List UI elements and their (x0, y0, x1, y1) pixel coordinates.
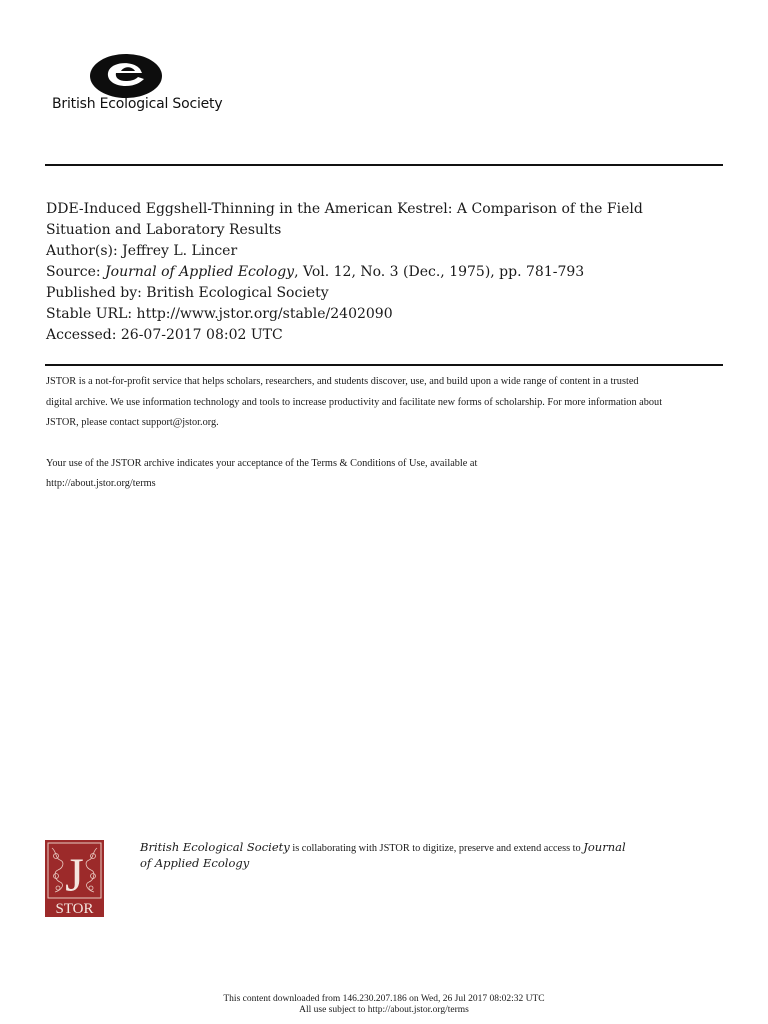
notice-line-1: JSTOR is a not-for-profit service that helps scholars, researchers, and students discover, use, and build upon a wide range of content in a trusted (46, 376, 639, 387)
collab-publisher: British Ecological Society (140, 840, 290, 854)
author-name: Jeffrey L. Lincer (122, 243, 238, 259)
jstor-logo-icon[interactable] (45, 840, 104, 917)
top-divider (45, 164, 723, 166)
notice-line-3: JSTOR, please contact support@jstor.org. (46, 417, 219, 428)
article-title-line-2: Situation and Laboratory Results (46, 222, 282, 238)
jstor-notice (46, 372, 726, 495)
collab-journal-1[interactable]: Journal (583, 840, 626, 854)
article-title-line-1: DDE-Induced Eggshell-Thinning in the American Kestrel: A Comparison of the Field (46, 201, 643, 217)
journal-name[interactable]: Journal of Applied Ecology (105, 264, 295, 280)
download-info: This content downloaded from 146.230.207.186 on Wed, 26 Jul 2017 08:02:32 UTC (223, 994, 545, 1004)
notice-line-2: digital archive. We use information technology and tools to increase productivity and facilitate new forms of scholarship. For more information about (46, 396, 663, 408)
terms-line-1: Your use of the JSTOR archive indicates your acceptance of the Terms & Conditions of Use, available at (46, 457, 478, 469)
bes-logo-icon (88, 52, 164, 100)
citation-block (46, 199, 726, 346)
stable-url-label: Stable URL: (46, 306, 133, 322)
collab-text: is collaborating with JSTOR to digitize, preserve and extend access to (289, 843, 584, 854)
source-details: , Vol. 12, No. 3 (Dec., 1975), pp. 781-793 (294, 264, 585, 280)
accessed-label: Accessed: (46, 327, 117, 343)
published-line (46, 283, 726, 304)
published-by: British Ecological Society (146, 285, 329, 301)
published-label: Published by: (46, 285, 142, 301)
jstor-logo-label: STOR (55, 901, 94, 917)
source-label: Source: (46, 264, 101, 280)
publisher-name: British Ecological Society (52, 96, 223, 112)
author-line (46, 241, 726, 262)
source-line (46, 262, 726, 283)
download-footer (0, 994, 768, 1016)
accessed-date: 26-07-2017 08:02 UTC (120, 327, 283, 343)
collaboration-statement (140, 840, 700, 872)
stable-url-link[interactable]: http://www.jstor.org/stable/2402090 (136, 306, 393, 322)
jstor-logo-letter: J (65, 849, 84, 902)
middle-divider (45, 364, 723, 366)
publisher-logo (50, 52, 230, 122)
author-label: Author(s): (46, 243, 118, 259)
terms-footer-link[interactable]: All use subject to http://about.jstor.org/terms (299, 1005, 469, 1015)
stable-url-line (46, 304, 726, 325)
collab-journal-2[interactable]: of Applied Ecology (140, 856, 250, 870)
terms-url-link[interactable]: http://about.jstor.org/terms (46, 478, 156, 489)
accessed-line (46, 325, 726, 346)
